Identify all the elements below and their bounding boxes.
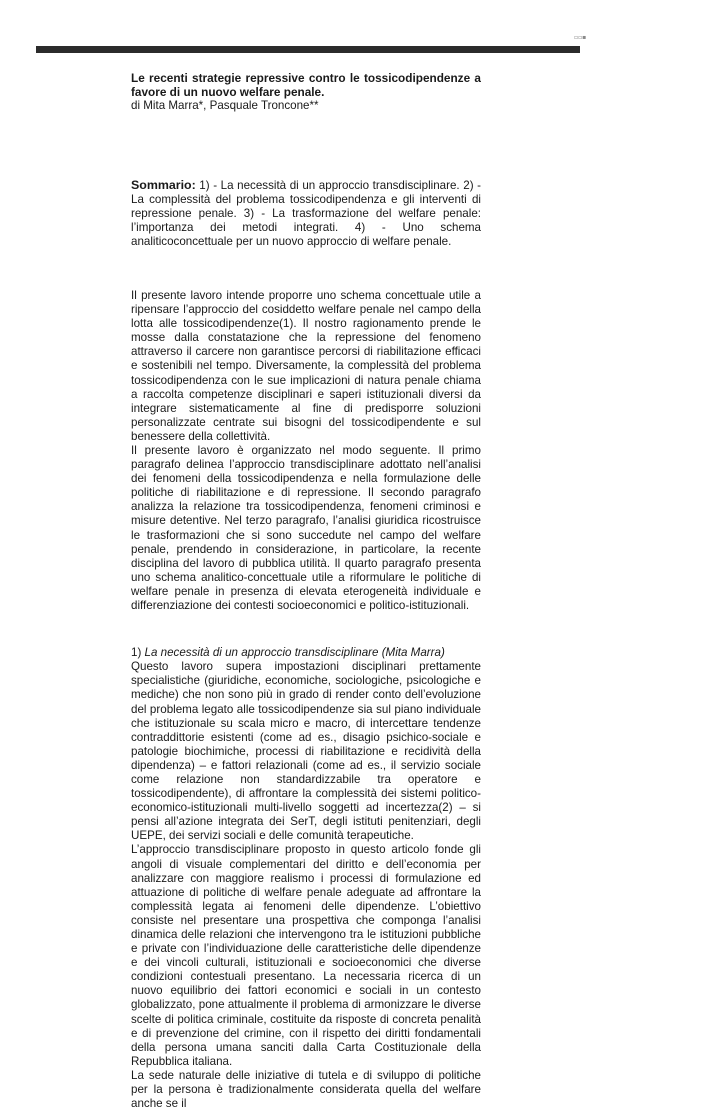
header-rule: [36, 46, 580, 53]
intro-paragraph: Il presente lavoro intende proporre uno schema concettuale utile a ripensare l’approccio del cosiddetto welfare penale nel campo della lotta alle tossicodipendenze(1). Il nostro ragionamento prende le mosse dalla constatazione che la repressione del fenomeno attraverso il carcere non garantisce percorsi di riabilitazione efficaci e sostenibili nel tempo. Diversamente, la complessità del problema tossicodipendenza con le sue implicazioni di natura penale chiama a raccolta competenze disciplinari e saperi istituzionali diversi da integrare sistematicamente al fine di predisporre soluzioni personalizzate centrate sui bisogni del tossicodipendente e sul benessere della collettività.: [131, 288, 481, 443]
summary-paragraph: [131, 178, 481, 249]
section-1-paragraph: L’approccio transdisciplinare proposto in questo articolo fonde gli angoli di visuale complementari del diritto e dell’economia per analizzare con maggiore realismo i processi di formulazione ed attuazione di politiche di welfare penale adeguate ad affrontare la complessità legata ai fenomeni delle dipendenze. L’obiettivo consiste nel presentare una prospettiva che componga l’analisi dinamica delle relazioni che intervengono tra le istituzioni pubbliche e private con l’individuazione delle caratteristiche delle dipendenze e dei vincoli culturali, istituzionali e socioeconomici che diverse condizioni contestuali presentano. La necessaria ricerca di un nuovo equilibrio dei fattori economici e sociali in un contesto globalizzato, pone attualmente il problema di armonizzare le diverse scelte di politica criminale, costituite da risposte di concreta penalità e di prevenzione del crimine, con il rispetto dei diritti fondamentali della persona umana sanciti dalla Carta Costituzionale della Repubblica italiana.: [131, 843, 481, 1068]
article-title: Le recenti strategie repressive contro le tossicodipendenze a favore di un nuovo welfare penale.: [131, 71, 481, 100]
summary-text: 1) - La necessità di un approccio transdisciplinare. 2) - La complessità del problema tossicodipendenza e gli interventi di repressione penale. 3) - La trasformazione del welfare penale: l’importanza dei metodi integrati. 4) - Uno schema analiticoconcettuale per un nuovo approccio di welfare penale.: [131, 178, 481, 248]
corner-marks: ▫▫▪: [574, 34, 587, 41]
intro-section: [131, 289, 481, 613]
section-1-title: La necessità di un approccio transdisciplinare (Mita Marra): [144, 646, 445, 660]
section-1-number: 1): [131, 646, 145, 660]
section-1-paragraph: La sede naturale delle iniziative di tutela e di sviluppo di politiche per la persona è tradizionalmente considerata quella del welfare anche se il: [131, 1068, 481, 1111]
section-1-paragraph: Questo lavoro supera impostazioni disciplinari prettamente specialistiche (giuridiche, economiche, sociologiche, psicologiche e mediche) che non sono più in grado di render conto dell’evoluzione del problema legato alle tossicodipendenze sia sul piano individuale che istituzionale su scala micro e macro, di intercettare tendenze contraddittorie esistenti (come ad es., disagio psichico-sociale e patologie biochimiche, processi di riabilitazione e recidività della dipendenza) – e fattori relazionali (come ad es., il servizio sociale come relazione non standardizzabile tra operatore e tossicodipendente), di affrontare la complessità dei sistemi politico-economico-istituzionali multi-livello soggetti ad incertezza(2) – si pensi all’azione integrata dei SerT, degli istituti penitenziari, degli UEPE, dei servizi sociali e delle comunità terapeutiche.: [131, 660, 481, 843]
section-1-heading: [131, 646, 481, 660]
section-1: [131, 646, 481, 1111]
intro-paragraph: Il presente lavoro è organizzato nel modo seguente. Il primo paragrafo delinea l’approccio transdisciplinare adottato nell’analisi dei fenomeni della tossicodipendenza e nella formulazione delle politiche di riabilitazione e di repressione. Il secondo paragrafo analizza la relazione tra tossicodipendenza, fenomeni criminosi e misure detentive. Nel terzo paragrafo, l’analisi giuridica ricostruisce le trasformazioni che si sono succedute nel campo del welfare penale, prendendo in considerazione, in particolare, la recente disciplina del lavoro di pubblica utilità. Il quarto paragrafo presenta uno schema analitico-concettuale utile a riformulare le politiche di welfare penale in presenza di elevata eterogeneità individuale e differenziazione dei contesti socioeconomici e politico-istituzionali.: [131, 444, 481, 613]
article-body: [131, 71, 481, 1111]
article-authors: di Mita Marra*, Pasquale Troncone**: [131, 99, 319, 113]
summary-label: Sommario:: [131, 177, 196, 192]
